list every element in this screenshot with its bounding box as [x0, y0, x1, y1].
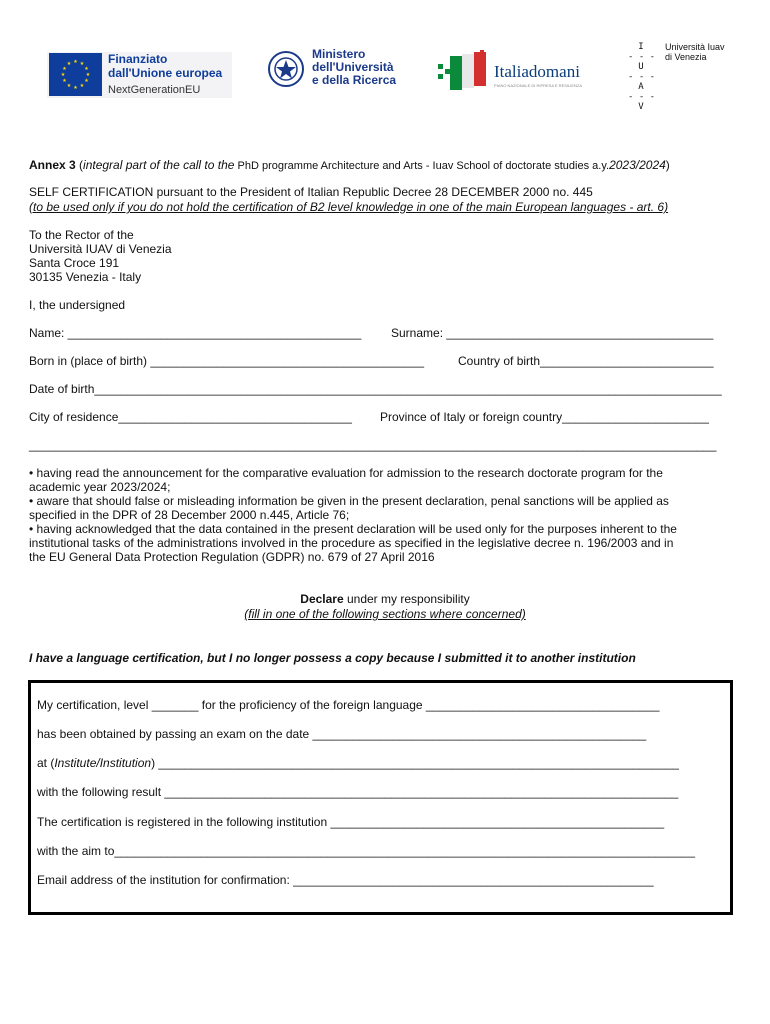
country-of-birth-field[interactable]: Country of birth__________________________	[458, 354, 714, 368]
declare-rest: under my responsibility	[343, 592, 470, 606]
university-name-line1: Università Iuav	[665, 42, 725, 52]
svg-text:★: ★	[73, 59, 78, 65]
registered-institution-field[interactable]: The certification is registered in the following institution __________________________________________________	[37, 815, 665, 829]
svg-text:★: ★	[84, 66, 89, 72]
name-field[interactable]: Name: ____________________________________________	[29, 326, 362, 340]
bullet-3-line2: institutional tasks of the administrations involved in the procedure as specified in the legislative decree n. 196/2003 and in	[29, 536, 674, 550]
self-cert-line1: SELF CERTIFICATION pursuant to the President of Italian Republic Decree 28 DECEMBER 2000 no. 445	[29, 185, 593, 199]
bullet-3-line3: the EU General Data Protection Regulation (GDPR) no. 679 of 27 April 2016	[29, 550, 435, 564]
address-blank-field[interactable]: _______________________________________________________________________________________________________	[29, 438, 717, 452]
svg-text:★: ★	[84, 78, 89, 84]
annex-programme: PhD programme Architecture and Arts - Iuav School of doctorate studies a.y.	[234, 160, 610, 172]
ministry-line2: dell'Università	[312, 60, 394, 74]
italian-republic-emblem-icon	[266, 49, 306, 89]
annex-paren-close: )	[665, 158, 670, 172]
svg-text:★: ★	[66, 83, 72, 89]
bullet-3-line1: • having acknowledged that the data contained in the present declaration will be used only for the purposes inherent to the	[29, 522, 677, 536]
next-generation-eu-label: NextGenerationEU	[108, 84, 201, 96]
ministry-label	[312, 48, 396, 87]
place-of-birth-field[interactable]: Born in (place of birth) _________________________________________	[29, 354, 425, 368]
institution-italic: Institute/Institution	[54, 756, 152, 770]
address-line2: Università IUAV di Venezia	[29, 242, 172, 256]
section-title: I have a language certification, but I no longer possess a copy because I submitted it to another institution	[29, 651, 636, 665]
iuav-logo: I - - - U - - - A - - - V	[628, 42, 656, 112]
italiadomani-flag-icon	[436, 50, 490, 94]
bullet-1-line2: academic year 2023/2024;	[29, 480, 171, 494]
self-cert-line2: (to be used only if you do not hold the certification of B2 level knowledge in one of the main European languages - art. 6)	[29, 200, 669, 214]
date-of-birth-field[interactable]: Date of birth______________________________________________________________________________________________	[29, 382, 722, 396]
aim-field[interactable]: with the aim to_______________________________________________________________________________________	[37, 844, 695, 858]
italiadomani-subtitle: PIANO NAZIONALE DI RIPRESA E RESILIENZA	[494, 83, 583, 88]
svg-text:★: ★	[66, 61, 72, 67]
declare-bold: Declare	[300, 592, 344, 606]
surname-field[interactable]: Surname: ________________________________________	[391, 326, 714, 340]
svg-text:★: ★	[73, 85, 78, 91]
eu-flag-icon	[49, 53, 102, 96]
address-line4: 30135 Venezia - Italy	[29, 270, 142, 284]
city-of-residence-field[interactable]: City of residence___________________________________	[29, 410, 352, 424]
bullet-1-line1: • having read the announcement for the comparative evaluation for admission to the research doctorate program for the	[29, 466, 663, 480]
svg-text:★: ★	[60, 72, 66, 78]
certification-level-field[interactable]: My certification, level _______ for the proficiency of the foreign language ___________________________________	[37, 698, 660, 712]
eu-funded-label	[108, 52, 222, 80]
annex-integral: integral part of the call to the	[83, 158, 235, 172]
ministry-line1: Ministero	[312, 47, 366, 61]
bullet-2-line1: • aware that should false or misleading information be given in the present declaration, penal sanctions will be applied as	[29, 494, 669, 508]
university-name-line2: di Venezia	[665, 52, 707, 62]
address-line1: To the Rector of the	[29, 228, 134, 242]
university-name	[665, 42, 725, 62]
institution-pre: at (	[37, 756, 55, 770]
svg-text:★: ★	[85, 72, 91, 78]
svg-text:★: ★	[79, 61, 85, 67]
eu-funded-line2: dall'Unione europea	[108, 66, 223, 80]
italiadomani-label: Italiadomani	[494, 62, 580, 81]
annex-paren-open: (	[75, 158, 84, 172]
eu-funded-line1: Finanziato	[108, 52, 168, 66]
institution-email-field[interactable]: Email address of the institution for confirmation: ______________________________________________________	[37, 873, 654, 887]
result-field[interactable]: with the following result _____________________________________________________________________________	[37, 785, 679, 799]
svg-text:★: ★	[62, 66, 67, 72]
bullet-2-line2: specified in the DPR of 28 December 2000 n.445, Article 76;	[29, 508, 350, 522]
svg-text:★: ★	[62, 78, 67, 84]
svg-text:★: ★	[79, 83, 85, 89]
exam-date-field[interactable]: has been obtained by passing an exam on the date __________________________________________________	[37, 727, 647, 741]
institution-field[interactable]	[37, 756, 679, 770]
annex-year: 2023/2024	[609, 158, 666, 172]
institution-post: ) ______________________________________________________________________________	[151, 756, 679, 770]
declare-fill-instruction: (fill in one of the following sections where concerned)	[244, 607, 526, 621]
declare-line	[0, 592, 770, 606]
annex-heading	[29, 158, 670, 173]
address-line3: Santa Croce 191	[29, 256, 120, 270]
undersigned-label: I, the undersigned	[29, 298, 126, 312]
province-field[interactable]: Province of Italy or foreign country______________________	[380, 410, 709, 424]
annex-label: Annex 3	[29, 158, 76, 172]
ministry-line3: e della Ricerca	[312, 73, 397, 87]
